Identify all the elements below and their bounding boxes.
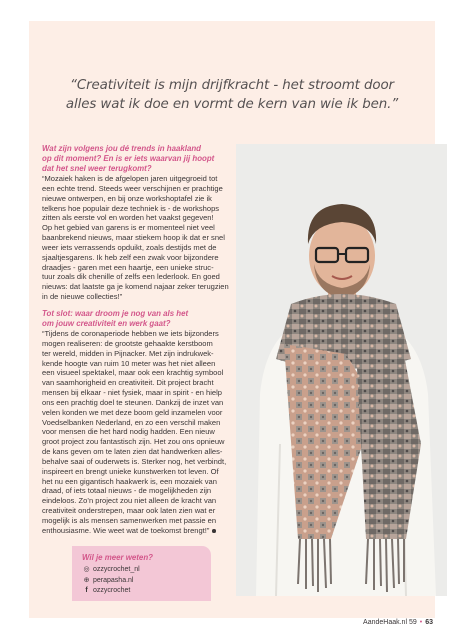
answer-line: ons een prachtig doel te steunen. Dankzij de inzet van: [42, 397, 224, 407]
answer-line: “Tijdens de coronaperiode hebben we iets bijzonders: [42, 328, 219, 338]
answer-line: behalve saai of ouderwets is. Sterker nog, het verbindt,: [42, 456, 227, 466]
answer-line: een visueel spektakel, maar ook een krachtig symbool: [42, 368, 224, 378]
question-line: dat het snel weer terugkomt?: [42, 164, 152, 173]
question-1: [42, 144, 234, 174]
end-mark: [212, 529, 216, 533]
website-link[interactable]: [82, 576, 133, 584]
instagram-handle: ozzycrochet_nl: [93, 566, 140, 573]
answer-line: Op het gebied van garens is er momenteel niet veel: [42, 223, 215, 233]
instagram-icon: ◎: [83, 566, 90, 573]
facebook-link[interactable]: [82, 587, 130, 594]
separator-dot: •: [419, 619, 423, 626]
pull-quote: [29, 76, 435, 114]
answer-line: Voedselbanken Nederland, en zo een verschil maken: [42, 417, 221, 427]
answer-line: draadjes - garen met een haartje, een unieke struc-: [42, 262, 214, 272]
pull-quote-line: alles wat ik doe en vormt de kern van wie ik ben.”: [65, 97, 399, 112]
question-line: Tot slot: waar droom je nog van als het: [42, 308, 189, 318]
answer-line: ter wereld, midden in Pijnacker. Met zijn indrukwek-: [42, 348, 214, 358]
answer-line: een echte trend. Steeds weer verschijnen er prachtige: [42, 183, 223, 193]
answer-line: inspireert en brengt unieke kunstwerken tot leven. Of: [42, 466, 219, 476]
answer-2: [42, 329, 234, 536]
answer-line: [42, 526, 234, 536]
answer-line: eindeloos. Zo’n project zou niet alleen de kracht van: [42, 496, 217, 506]
answer-line: groot project zou fantastisch zijn. Het zou ons opnieuw: [42, 437, 225, 447]
answer-line: nieuwe ontwerpen, en bij onze workshoptafel zie ik: [42, 193, 212, 203]
answer-1: [42, 174, 234, 302]
answer-line: voor mensen die het hard nodig hadden. Een nieuw: [42, 427, 215, 437]
question-line: op dit moment? En is er iets waarvan jij hoopt: [42, 154, 215, 163]
answer-line: mogelijk is als mensen samenwerken met passie en: [42, 516, 217, 525]
answer-line: velen konden we met deze boom geld inzamelen voor: [42, 407, 223, 417]
answer-line: nieuws: dat laatste ga je komend najaar zeker terugzien: [42, 282, 229, 292]
page-number: 63: [425, 619, 433, 626]
website-url: perapasha.nl: [93, 577, 134, 584]
answer-line-text: enthousiasme. Wie weet wat de toekomst brengt!”: [42, 525, 210, 535]
pull-quote-line: “Creativiteit is mijn drijfkracht - het stroomt door: [70, 78, 394, 93]
info-title: Wil je meer weten?: [82, 553, 153, 562]
answer-line: mogen realiseren: de grootste gehaakte kerstboom: [42, 338, 213, 348]
answer-line: tuur zoals dik chenille of zelfs een lederlook. En goed: [42, 272, 220, 282]
info-box: [72, 546, 211, 601]
answer-line: weer iets verrassends opduikt, zoals destijds met de: [42, 242, 217, 252]
question-line: Wat zijn volgens jou dé trends in haakland: [42, 144, 202, 153]
answer-line: in de nieuwe collecties!”: [42, 292, 123, 302]
question-2: [42, 309, 234, 329]
question-line: om jouw creativiteit en werk gaat?: [42, 318, 171, 328]
magazine-name: AandeHaak.nl 59: [363, 619, 417, 626]
answer-line: van saamhorigheid en creativiteit. Dit project bracht: [42, 378, 214, 388]
answer-line: zitten als eerste vol en worden het vaakst gegeven!: [42, 213, 214, 223]
answer-line: draad, of iets totaal nieuws - de mogelijkheden zijn: [42, 486, 212, 496]
answer-line: telkens hoe populair deze techniek is - de workshops: [42, 203, 220, 213]
answer-line: kende hoogte van ruim 10 meter was het niet alleen: [42, 358, 216, 368]
answer-line: de kans geven om te laten zien dat handwerken alles-: [42, 447, 223, 457]
answer-line: sjaaltjesgarens. Ik heb zelf een zwak voor bijzondere: [42, 252, 219, 262]
facebook-icon: f: [85, 587, 88, 594]
answer-line: het nu een gigantisch haakwerk is, een mozaiek van: [42, 476, 217, 486]
portrait-photo: [236, 144, 447, 596]
answer-line: mensen bij elkaar - niet fysiek, maar in spirit - en hielp: [42, 388, 222, 398]
instagram-link[interactable]: [82, 565, 140, 573]
facebook-handle: ozzycrochet: [93, 587, 131, 594]
answer-line: “Mozaiek haken is de afgelopen jaren uitgegroeid tot: [42, 174, 218, 183]
article-body: [42, 144, 234, 536]
answer-line: creativiteit onderstrepen, maar ook laten zien wat er: [42, 506, 216, 516]
page-footer: [363, 619, 433, 626]
answer-line: baanbrekend nieuws, maar stiekem hoop ik dat er snel: [42, 233, 225, 243]
globe-icon: ⊕: [83, 577, 90, 584]
